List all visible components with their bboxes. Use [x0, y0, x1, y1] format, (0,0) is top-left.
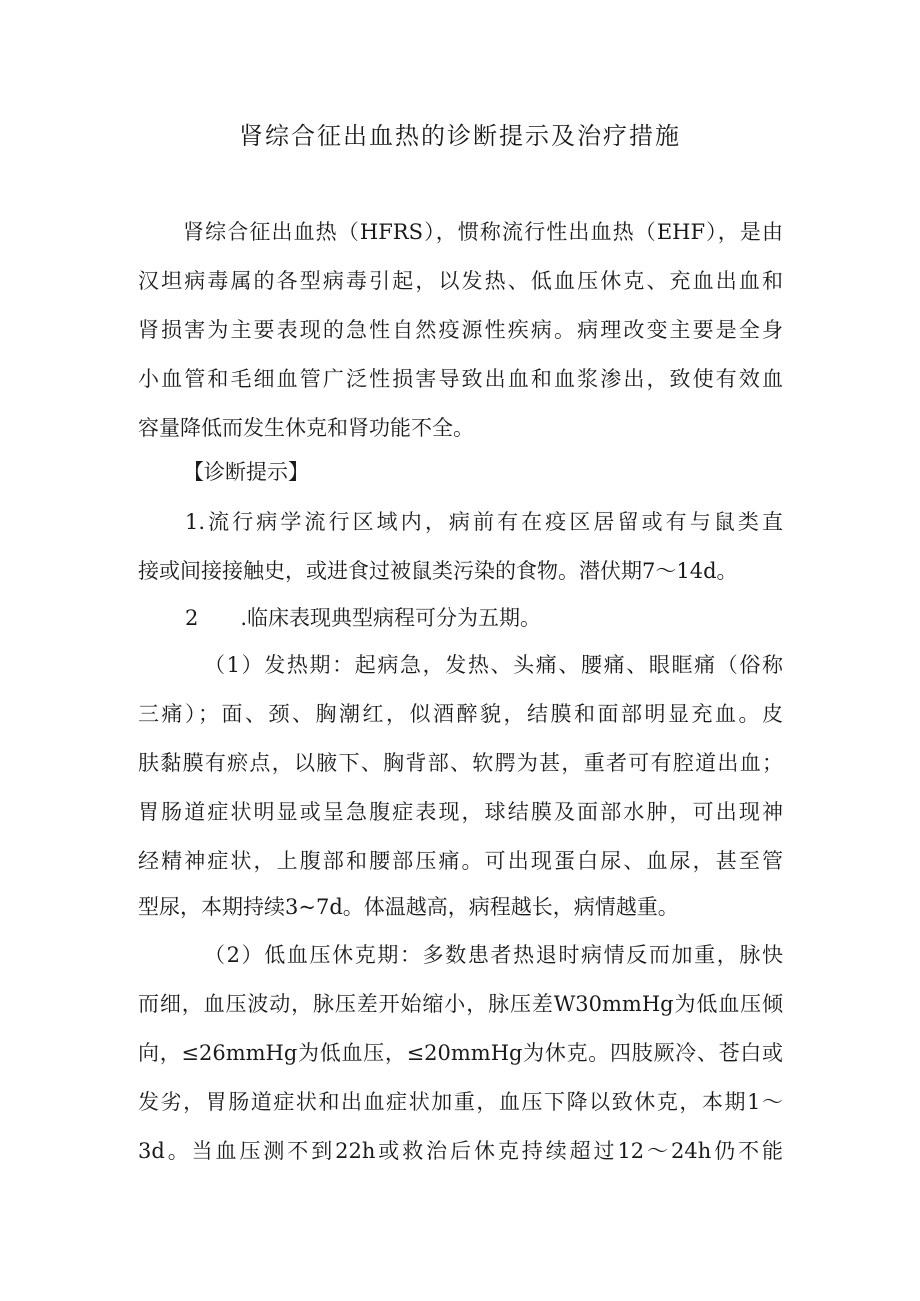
- paragraph-line: 三痛）；面、颈、胸潮红，似酒醉貌，结膜和面部明显充血。皮: [138, 702, 783, 726]
- paragraph-line: 而细，血压波动，脉压差开始缩小，脉压差W30mmHg为低血压倾: [138, 992, 783, 1016]
- paragraph-line: 容量降低而发生休克和肾功能不全。: [138, 416, 474, 440]
- section-heading: 【诊断提示】: [183, 460, 309, 484]
- paragraph-line: 1.流行病学流行区域内，病前有在疫区居留或有与鼠类直: [185, 510, 783, 534]
- paragraph-line: 接或间接接触史，或进食过被鼠类污染的食物。潜伏期7～14d。: [138, 559, 738, 583]
- paragraph-line: 肾损害为主要表现的急性自然疫源性疾病。病理改变主要是全身: [138, 318, 783, 342]
- paragraph-line: 汉坦病毒属的各型病毒引起，以发热、低血压休克、充血出血和: [138, 269, 783, 293]
- paragraph-line: 肾综合征出血热（HFRS），惯称流行性出血热（EHF），是由: [183, 220, 783, 244]
- document-title: 肾综合征出血热的诊断提示及治疗措施: [239, 122, 681, 150]
- paragraph-line: 向，≤26mmHg为低血压，≤20mmHg为休克。四肢厥冷、苍白或: [138, 1041, 783, 1065]
- paragraph-line: （2）低血压休克期：多数患者热退时病情反而加重，脉快: [204, 943, 783, 967]
- paragraph-line: 经精神症状，上腹部和腰部压痛。可出现蛋白尿、血尿，甚至管: [138, 849, 783, 873]
- paragraph-line: 胃肠道症状明显或呈急腹症表现，球结膜及面部水肿，可出现神: [138, 800, 783, 824]
- paragraph-line: 小血管和毛细血管广泛性损害导致出血和血浆渗出，致使有效血: [138, 367, 783, 391]
- paragraph-line: （1）发热期：起病急，发热、头痛、腰痛、眼眶痛（俗称: [204, 653, 783, 677]
- paragraph-line: 肤黏膜有瘀点，以腋下、胸背部、软腭为甚，重者可有腔道出血；: [138, 751, 783, 775]
- paragraph-line: 3d。当血压测不到22h或救治后休克持续超过12～24h仍不能: [138, 1139, 783, 1163]
- paragraph-line: 发劣，胃肠道症状和出血症状加重，血压下降以致休克，本期1～: [138, 1090, 783, 1114]
- paragraph-line: 型尿，本期持续3~7d。体温越高，病程越长，病情越重。: [138, 895, 679, 919]
- paragraph-line: 2 .临床表现典型病程可分为五期。: [185, 606, 542, 630]
